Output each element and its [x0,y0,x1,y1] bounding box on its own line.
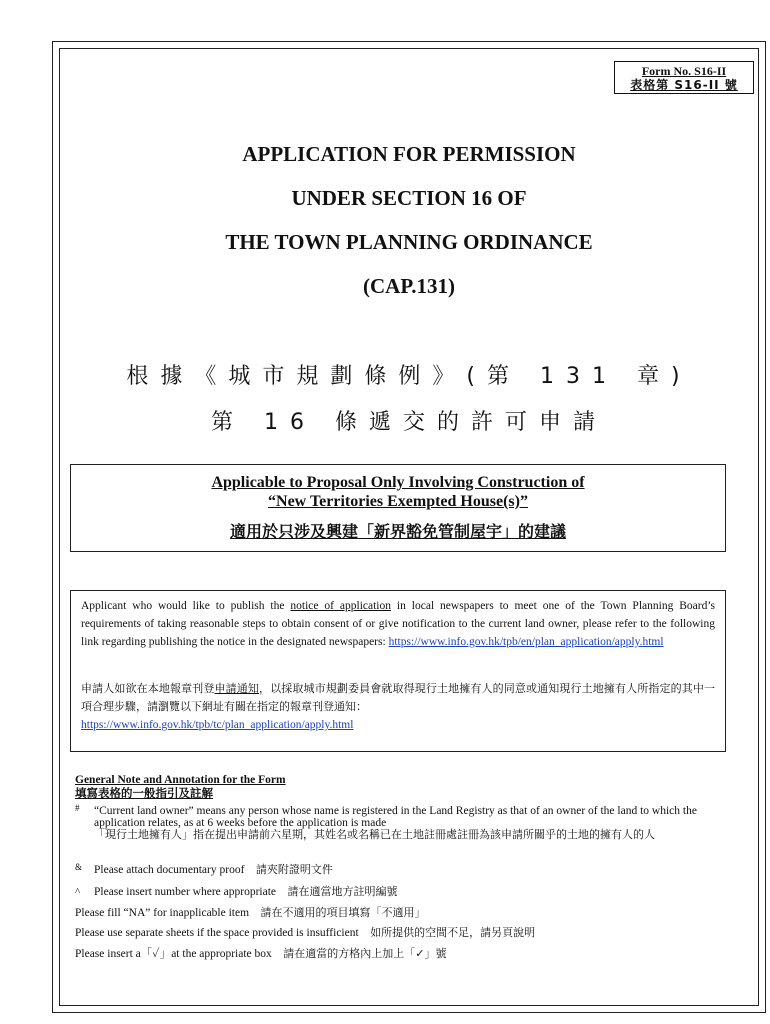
general-note-heading [75,774,286,800]
notice-zh-text-2: ，以採取城市規劃委員會就取得現行土地擁有人的同意或通知現行土地擁有人所指定的其中一項合理步驟，請瀏覽以下網址有關在指定的報章刊登通知： [81,682,715,713]
note-tick-en: Please insert a「✓」at the appropriate box [75,948,272,960]
caret-mark: ^ [75,886,81,898]
en-apply-url-link[interactable]: https://www.info.gov.hk/tpb/en/plan_application/apply.html [388,636,664,648]
form-number-en: Form No. S16-II [641,64,727,78]
inner-border [59,48,759,1006]
tc-apply-url-link[interactable]: https://www.info.gov.hk/tpb/tc/plan_application/apply.html [81,719,354,731]
note-caret-en: Please insert number where appropriate [94,886,277,898]
notice-en-text: Applicant who would like to publish the [81,600,291,612]
title-line-2: UNDER SECTION 16 OF [291,186,527,210]
applicability-line-2: “New Territories Exempted House(s)” [268,493,528,510]
notice-zh [81,680,715,716]
note-hash-en: “Current land owner” means any person whose name is registered in the Land Registry as that of an owner of the land to which the application relates, as at 6 weeks before the application is made [94,805,697,829]
note-na-zh: 請在不適用的項目填寫「不適用」 [260,906,426,919]
outer-border [52,41,766,1013]
note-separate-sheets [75,926,535,940]
note-fill-na [75,906,426,920]
note-hash-zh: 「現行土地擁有人」指在提出申請前六星期，其姓名或名稱已在土地註冊處註冊為該申請所關乎的土地的擁有人的人 [94,828,655,841]
note-caret-zh: 請在適當地方註明編號 [287,885,398,898]
form-number-box [614,61,754,94]
note-sheets-zh: 如所提供的空間不足，請另頁說明 [370,926,536,939]
note-insert-tick [75,947,447,961]
general-note-heading-zh: 填寫表格的一般指引及註解 [75,786,213,800]
applicability-box [70,464,726,552]
notice-en [81,597,715,651]
notice-en-text-2: in local newspapers to meet one of the Town Planning Board’s requirements of taking reasonable steps to obtain consent of or give notification to the current land owner, please refer to the following link regarding publishing the notice in the designated newspapers: [81,600,716,648]
note-amp-zh: 請夾附證明文件 [255,863,333,876]
applicability-line-1: Applicable to Proposal Only Involving Construction of [211,474,585,491]
notice-zh-text: 申請人如欲在本地報章刊登 [81,682,215,695]
hash-mark: # [75,803,80,813]
note-tick-zh: 請在適當的方格內上加上「✓」號 [283,947,447,960]
note-amp-text [94,864,744,876]
general-note-heading-en: General Note and Annotation for the Form [75,774,286,786]
zh-title-line-1: 根據《城市規劃條例》(第 131 章) [126,364,692,389]
zh-title-line-2: 第 16 條遞交的許可申請 [211,410,607,435]
note-na-en: Please fill “NA” for inapplicable item [75,907,250,919]
ampersand-mark: & [75,862,83,872]
form-number-zh: 表格第 S16-II 號 [630,78,738,92]
notice-box [70,590,726,752]
note-hash-text [94,805,744,841]
title-line-4: (CAP.131) [363,274,455,298]
note-caret-text [94,886,744,898]
applicability-zh: 適用於只涉及興建「新界豁免管制屋宇」的建議 [229,522,566,541]
note-amp-en: Please attach documentary proof [94,864,245,876]
title-line-1: APPLICATION FOR PERMISSION [242,142,576,166]
note-sheets-en: Please use separate sheets if the space provided is insufficient [75,927,359,939]
title-line-3: THE TOWN PLANNING ORDINANCE [225,230,593,254]
notice-zh-link[interactable]: 申請通知 [214,682,259,695]
notice-of-application-link[interactable]: notice of application [290,600,392,612]
